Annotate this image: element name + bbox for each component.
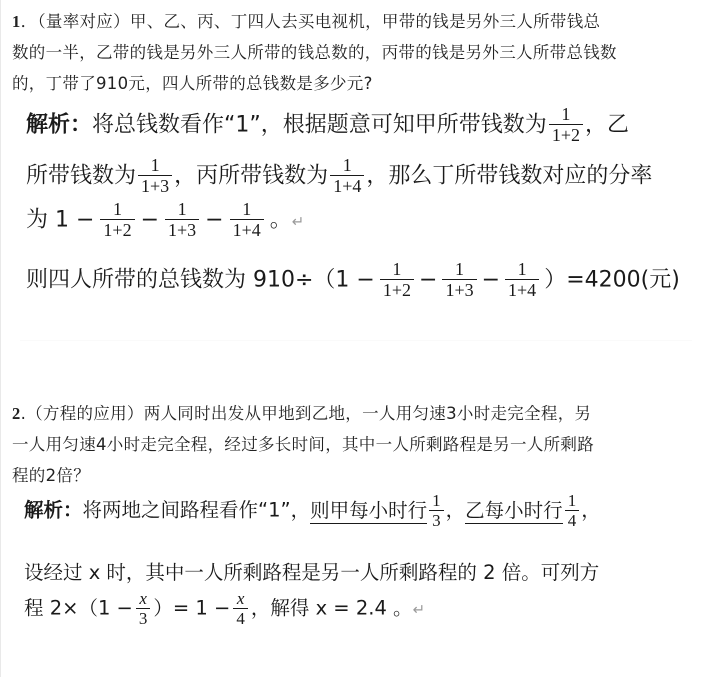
fraction-denominator: 1+3 bbox=[165, 219, 199, 241]
fraction-numerator: 1 bbox=[561, 104, 571, 124]
answer-2-underlined-2: 乙每小时行 bbox=[465, 498, 563, 522]
fraction-numerator: 1 bbox=[432, 491, 441, 510]
fraction-numerator: 1 bbox=[113, 199, 122, 219]
fraction-numerator: 1 bbox=[517, 259, 527, 279]
answer-2-text-1: 将两地之间路程看作“1”， bbox=[82, 498, 311, 522]
page-left-border bbox=[0, 0, 1, 677]
fraction-x-over-4 bbox=[233, 590, 248, 628]
question-1-line-1 bbox=[12, 6, 600, 37]
fraction-denominator: 4 bbox=[565, 510, 580, 531]
fraction-numerator: 1 bbox=[342, 155, 352, 175]
question-2-text-1: .（方程的应用）两人同时出发从甲地到乙地，一人用匀速3小时走完全程，另 bbox=[20, 404, 592, 423]
fraction-numerator: x bbox=[236, 589, 245, 608]
fraction-numerator: x bbox=[139, 589, 147, 608]
minus-sign: − bbox=[140, 207, 160, 233]
fraction-denominator: 1+2 bbox=[100, 219, 134, 241]
fraction-1-over-1+4 bbox=[230, 200, 264, 241]
answer-2-line-2: 设经过 x 时，其中一人所剩路程是另一人所剩路程的 2 倍。可列方 bbox=[24, 561, 600, 584]
fraction-denominator: 4 bbox=[233, 608, 248, 629]
answer-1-text-2c: ，那么丁所带钱数对应的分率 bbox=[366, 163, 653, 189]
fraction-denominator: 1+3 bbox=[138, 175, 172, 197]
return-mark-icon: ↵ bbox=[291, 212, 305, 231]
fraction-1-over-1+4 bbox=[505, 260, 539, 301]
fraction-numerator: 1 bbox=[242, 199, 252, 219]
question-1-line-3: 的，丁带了910元，四人所带的总钱数是多少元? bbox=[12, 74, 373, 93]
comma: ， bbox=[445, 498, 466, 522]
fraction-1-over-1+2 bbox=[100, 200, 134, 241]
question-1-text-1: ．（量率对应）甲、乙、丙、丁四人去买电视机，甲带的钱是另外三人所带钱总 bbox=[20, 12, 601, 31]
fraction-denominator: 1+2 bbox=[549, 124, 583, 146]
minus-sign: − bbox=[419, 267, 438, 293]
fraction-denominator: 3 bbox=[136, 608, 151, 629]
question-2-line-1 bbox=[12, 398, 591, 429]
answer-1-line-2 bbox=[26, 156, 652, 197]
fraction-denominator: 1+4 bbox=[505, 279, 539, 301]
answer-1-line-3 bbox=[26, 200, 304, 241]
answer-2-text-3c: ，解得 x = 2.4 。 bbox=[250, 596, 413, 620]
fraction-denominator: 1+4 bbox=[230, 219, 264, 241]
section-divider bbox=[20, 340, 692, 341]
fraction-1-over-1+2 bbox=[380, 260, 414, 301]
answer-1-text-4a: 则四人所带的总钱数为 910÷（1 − bbox=[26, 267, 375, 293]
fraction-numerator: 1 bbox=[567, 491, 577, 510]
return-mark-icon: ↵ bbox=[412, 600, 426, 619]
answer-1-text-2b: ，丙所带钱数为 bbox=[174, 163, 329, 189]
answer-2-text-3a: 程 2×（1 − bbox=[24, 596, 133, 620]
question-2-number: 2 bbox=[12, 404, 21, 423]
fraction-denominator: 1+4 bbox=[330, 175, 364, 197]
fraction-1-over-1+3 bbox=[442, 260, 476, 301]
answer-1-text-4-end: ）=4200(元) bbox=[544, 267, 680, 293]
fraction-1-over-1+3 bbox=[165, 200, 199, 241]
fraction-numerator: 1 bbox=[392, 259, 402, 279]
fraction-1-over-4 bbox=[565, 492, 580, 530]
fraction-numerator: 1 bbox=[455, 259, 465, 279]
fraction-1-over-1+4 bbox=[330, 156, 364, 197]
fraction-denominator: 3 bbox=[429, 510, 444, 531]
answer-2-line-1 bbox=[24, 492, 601, 530]
fraction-1-over-1+2 bbox=[549, 105, 583, 146]
answer-1-text-2a: 所带钱数为 bbox=[26, 163, 137, 189]
fraction-1-over-3 bbox=[429, 492, 444, 530]
minus-sign: − bbox=[205, 207, 224, 233]
question-1-number: 1 bbox=[12, 12, 21, 31]
answer-1-text-1-end: ，乙 bbox=[584, 112, 629, 138]
question-2-line-2: 一人用匀速4小时走完全程，经过多长时间，其中一人所剩路程是另一人所剩路 bbox=[12, 435, 594, 454]
fraction-1-over-1+3 bbox=[138, 156, 172, 197]
comma: ， bbox=[581, 498, 601, 522]
answer-2-label: 解析： bbox=[24, 498, 83, 522]
answer-1-line-1 bbox=[26, 105, 629, 146]
question-2-line-3: 程的2倍？ bbox=[12, 466, 90, 485]
fraction-denominator: 1+3 bbox=[442, 279, 476, 301]
fraction-x-over-3 bbox=[136, 590, 151, 628]
fraction-denominator: 1+2 bbox=[380, 279, 414, 301]
answer-2-underlined-1: 则甲每小时行 bbox=[310, 498, 428, 522]
minus-sign: − bbox=[481, 267, 501, 293]
answer-1-line-4 bbox=[26, 260, 680, 301]
answer-2-text-3b: ）= 1 − bbox=[153, 596, 231, 620]
answer-1-text-3a: 为 1 − bbox=[26, 207, 95, 233]
answer-1-text-1: 将总钱数看作“1”，根据题意可知甲所带钱数为 bbox=[92, 112, 547, 138]
fraction-numerator: 1 bbox=[150, 155, 160, 175]
question-1-line-2: 数的一半，乙带的钱是另外三人所带的钱总数的，丙带的钱是另外三人所带总钱数 bbox=[12, 43, 617, 62]
answer-2-line-3 bbox=[24, 590, 425, 628]
answer-1-text-3-end: 。 bbox=[269, 207, 292, 233]
fraction-numerator: 1 bbox=[177, 199, 187, 219]
answer-1-label: 解析： bbox=[26, 112, 93, 138]
